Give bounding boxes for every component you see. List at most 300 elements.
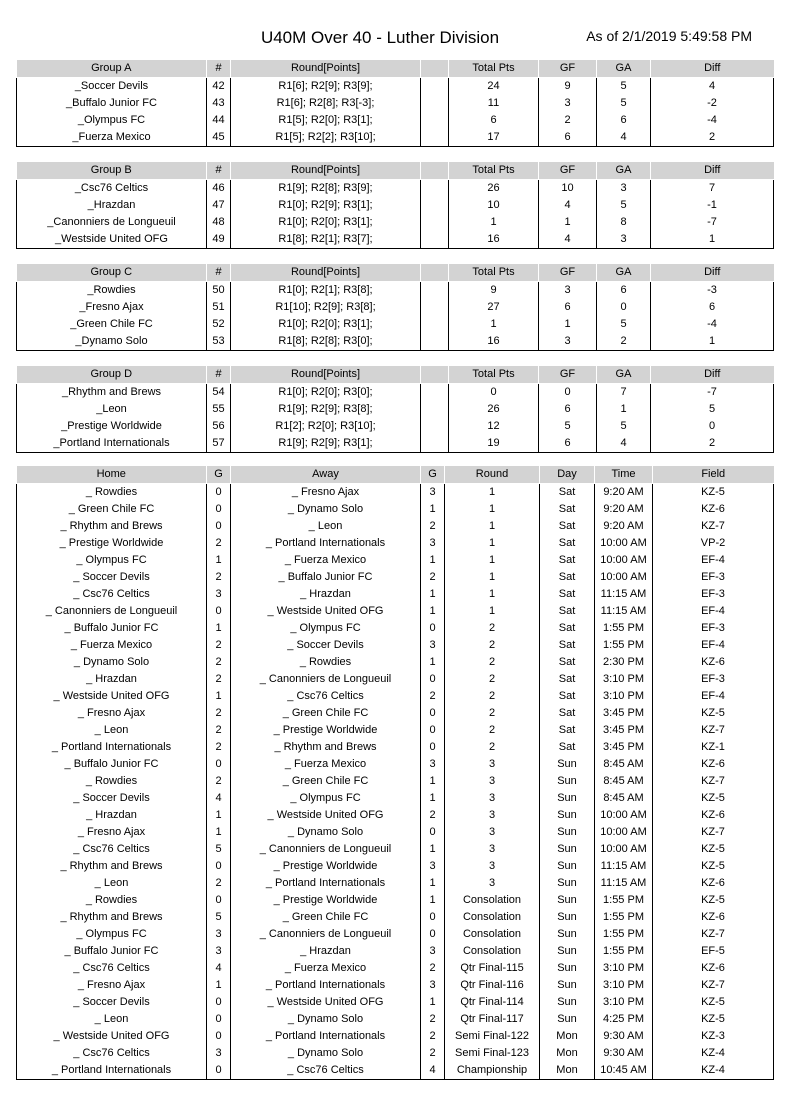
away-team: _ Fuerza Mexico [231, 552, 421, 569]
game-row [17, 841, 774, 858]
field: KZ-5 [653, 484, 774, 502]
goal-difference: -3 [651, 282, 774, 300]
column-header: Round[Points] [231, 264, 421, 282]
round: 1 [445, 518, 540, 535]
team-name: _Canonniers de Longueuil [17, 214, 207, 231]
home-team: _ Buffalo Junior FC [17, 943, 207, 960]
column-header: Away [231, 466, 421, 484]
goal-difference: -2 [651, 95, 774, 112]
game-row [17, 501, 774, 518]
column-header: Round [445, 466, 540, 484]
away-goals: 0 [421, 909, 445, 926]
round-points: R1[0]; R2[0]; R3[1]; [231, 214, 421, 231]
home-team: _ Olympus FC [17, 552, 207, 569]
game-row [17, 1011, 774, 1028]
time: 1:55 PM [595, 892, 653, 909]
spacer-cell [421, 401, 449, 418]
field: KZ-5 [653, 841, 774, 858]
goal-difference: 5 [651, 401, 774, 418]
team-name: _Fresno Ajax [17, 299, 207, 316]
round: Consolation [445, 926, 540, 943]
goals-for: 6 [539, 435, 597, 453]
team-number: 42 [207, 78, 231, 96]
day: Sun [540, 841, 595, 858]
round-points: R1[8]; R2[1]; R3[7]; [231, 231, 421, 249]
time: 1:55 PM [595, 637, 653, 654]
time: 1:55 PM [595, 926, 653, 943]
home-team: _ Westside United OFG [17, 1028, 207, 1045]
home-goals: 4 [207, 960, 231, 977]
goals-for: 0 [539, 384, 597, 402]
team-name: _Fuerza Mexico [17, 129, 207, 147]
day: Sun [540, 824, 595, 841]
away-goals: 1 [421, 892, 445, 909]
total-points: 16 [449, 231, 539, 249]
day: Sat [540, 620, 595, 637]
goal-difference: -4 [651, 316, 774, 333]
away-team: _ Green Chile FC [231, 705, 421, 722]
goals-against: 3 [597, 231, 651, 249]
column-header: GF [539, 60, 597, 78]
round: 1 [445, 569, 540, 586]
home-goals: 0 [207, 501, 231, 518]
standings-row [17, 282, 774, 300]
day: Sat [540, 705, 595, 722]
team-number: 47 [207, 197, 231, 214]
spacer-cell [421, 435, 449, 453]
away-goals: 1 [421, 994, 445, 1011]
time: 10:00 AM [595, 824, 653, 841]
away-team: _ Hrazdan [231, 586, 421, 603]
home-goals: 0 [207, 756, 231, 773]
away-team: _ Prestige Worldwide [231, 722, 421, 739]
team-number: 56 [207, 418, 231, 435]
away-goals: 3 [421, 858, 445, 875]
spacer-cell [421, 231, 449, 249]
goal-difference: 6 [651, 299, 774, 316]
away-goals: 3 [421, 535, 445, 552]
field: EF-4 [653, 552, 774, 569]
team-name: _Soccer Devils [17, 78, 207, 96]
time: 11:15 AM [595, 586, 653, 603]
field: EF-4 [653, 637, 774, 654]
column-header: # [207, 60, 231, 78]
spacer-cell [421, 197, 449, 214]
away-goals: 3 [421, 637, 445, 654]
total-points: 11 [449, 95, 539, 112]
field: KZ-7 [653, 722, 774, 739]
home-goals: 3 [207, 586, 231, 603]
time: 1:55 PM [595, 943, 653, 960]
round: Qtr Final-116 [445, 977, 540, 994]
round: 2 [445, 688, 540, 705]
away-team: _ Portland Internationals [231, 875, 421, 892]
group-table [16, 264, 774, 351]
home-goals: 2 [207, 535, 231, 552]
total-points: 27 [449, 299, 539, 316]
away-goals: 4 [421, 1062, 445, 1080]
day: Sun [540, 875, 595, 892]
day: Sat [540, 501, 595, 518]
group-name-header: Group C [17, 264, 207, 282]
column-header: G [207, 466, 231, 484]
goals-for: 4 [539, 197, 597, 214]
away-goals: 1 [421, 841, 445, 858]
team-name: _Csc76 Celtics [17, 180, 207, 198]
round: 3 [445, 875, 540, 892]
round: 3 [445, 790, 540, 807]
game-row [17, 637, 774, 654]
time: 10:00 AM [595, 807, 653, 824]
spacer-cell [421, 333, 449, 351]
spacer-cell [421, 384, 449, 402]
field: KZ-6 [653, 756, 774, 773]
round: 3 [445, 824, 540, 841]
round: 1 [445, 535, 540, 552]
game-row [17, 807, 774, 824]
goals-for: 9 [539, 78, 597, 96]
away-team: _ Leon [231, 518, 421, 535]
field: KZ-7 [653, 977, 774, 994]
day: Sat [540, 603, 595, 620]
spacer-cell [421, 214, 449, 231]
total-points: 1 [449, 214, 539, 231]
away-goals: 1 [421, 603, 445, 620]
round: 2 [445, 620, 540, 637]
away-team: _ Westside United OFG [231, 994, 421, 1011]
home-team: _ Fuerza Mexico [17, 637, 207, 654]
team-name: _Rowdies [17, 282, 207, 300]
team-name: _Rhythm and Brews [17, 384, 207, 402]
away-team: _ Prestige Worldwide [231, 892, 421, 909]
total-points: 10 [449, 197, 539, 214]
standings-row [17, 299, 774, 316]
day: Sat [540, 569, 595, 586]
field: KZ-5 [653, 1011, 774, 1028]
column-header: Time [595, 466, 653, 484]
column-header: GA [597, 162, 651, 180]
team-number: 49 [207, 231, 231, 249]
goals-for: 3 [539, 282, 597, 300]
away-goals: 2 [421, 1011, 445, 1028]
goal-difference: 1 [651, 333, 774, 351]
column-header: GA [597, 366, 651, 384]
home-team: _ Csc76 Celtics [17, 586, 207, 603]
spacer-cell [421, 282, 449, 300]
home-team: _ Hrazdan [17, 671, 207, 688]
time: 11:15 AM [595, 875, 653, 892]
field: KZ-6 [653, 654, 774, 671]
home-goals: 0 [207, 484, 231, 502]
game-row [17, 875, 774, 892]
goals-for: 6 [539, 299, 597, 316]
day: Mon [540, 1062, 595, 1080]
home-goals: 0 [207, 858, 231, 875]
standings-row [17, 316, 774, 333]
game-row [17, 994, 774, 1011]
round-points: R1[0]; R2[9]; R3[1]; [231, 197, 421, 214]
away-goals: 3 [421, 756, 445, 773]
column-header: Total Pts [449, 60, 539, 78]
day: Sat [540, 654, 595, 671]
home-team: _ Soccer Devils [17, 790, 207, 807]
group-name-header: Group B [17, 162, 207, 180]
page-title: U40M Over 40 - Luther Division [260, 28, 500, 47]
day: Sun [540, 926, 595, 943]
standings-row [17, 401, 774, 418]
standings-row [17, 418, 774, 435]
home-team: _ Westside United OFG [17, 688, 207, 705]
home-team: _ Rowdies [17, 773, 207, 790]
group-table [16, 366, 774, 453]
away-team: _ Portland Internationals [231, 977, 421, 994]
field: KZ-6 [653, 501, 774, 518]
away-goals: 0 [421, 671, 445, 688]
away-goals: 0 [421, 739, 445, 756]
game-row [17, 518, 774, 535]
team-name: _Green Chile FC [17, 316, 207, 333]
home-goals: 0 [207, 1062, 231, 1080]
spacer-cell [421, 299, 449, 316]
round: 2 [445, 705, 540, 722]
team-number: 54 [207, 384, 231, 402]
game-row [17, 671, 774, 688]
group-name-header: Group D [17, 366, 207, 384]
away-team: _ Green Chile FC [231, 773, 421, 790]
home-goals: 1 [207, 620, 231, 637]
team-number: 45 [207, 129, 231, 147]
home-goals: 2 [207, 671, 231, 688]
round: Consolation [445, 909, 540, 926]
team-number: 53 [207, 333, 231, 351]
time: 8:45 AM [595, 773, 653, 790]
home-team: _ Rowdies [17, 484, 207, 502]
day: Sun [540, 790, 595, 807]
field: EF-5 [653, 943, 774, 960]
day: Sat [540, 484, 595, 502]
standings-row [17, 78, 774, 96]
time: 10:00 AM [595, 535, 653, 552]
time: 10:00 AM [595, 569, 653, 586]
standings-row [17, 435, 774, 453]
time: 1:55 PM [595, 909, 653, 926]
away-goals: 2 [421, 1028, 445, 1045]
day: Sun [540, 773, 595, 790]
goal-difference: 7 [651, 180, 774, 198]
home-team: _ Fresno Ajax [17, 977, 207, 994]
team-name: _Prestige Worldwide [17, 418, 207, 435]
round: Consolation [445, 943, 540, 960]
field: KZ-5 [653, 705, 774, 722]
game-row [17, 603, 774, 620]
goals-against: 8 [597, 214, 651, 231]
goals-against: 5 [597, 316, 651, 333]
spacer-cell [421, 316, 449, 333]
away-team: _ Hrazdan [231, 943, 421, 960]
home-goals: 2 [207, 654, 231, 671]
away-goals: 3 [421, 943, 445, 960]
round-points: R1[0]; R2[1]; R3[8]; [231, 282, 421, 300]
away-team: _ Westside United OFG [231, 807, 421, 824]
home-team: _ Soccer Devils [17, 569, 207, 586]
round-points: R1[8]; R2[8]; R3[0]; [231, 333, 421, 351]
group-table [16, 162, 774, 249]
away-team: _ Canonniers de Longueuil [231, 671, 421, 688]
field: KZ-6 [653, 909, 774, 926]
home-team: _ Hrazdan [17, 807, 207, 824]
game-row [17, 722, 774, 739]
field: KZ-5 [653, 790, 774, 807]
round: Championship [445, 1062, 540, 1080]
home-team: _ Fresno Ajax [17, 824, 207, 841]
round: 1 [445, 501, 540, 518]
goals-against: 6 [597, 112, 651, 129]
home-goals: 2 [207, 569, 231, 586]
game-row [17, 977, 774, 994]
home-goals: 5 [207, 841, 231, 858]
total-points: 26 [449, 401, 539, 418]
home-goals: 0 [207, 892, 231, 909]
time: 9:30 AM [595, 1045, 653, 1062]
away-goals: 1 [421, 790, 445, 807]
column-header [421, 264, 449, 282]
column-header [421, 366, 449, 384]
goals-for: 6 [539, 401, 597, 418]
goal-difference: -7 [651, 214, 774, 231]
day: Sat [540, 671, 595, 688]
field: KZ-7 [653, 773, 774, 790]
field: KZ-4 [653, 1045, 774, 1062]
goals-against: 4 [597, 435, 651, 453]
away-team: _ Dynamo Solo [231, 824, 421, 841]
team-name: _Leon [17, 401, 207, 418]
column-header: GA [597, 264, 651, 282]
round-points: R1[9]; R2[9]; R3[8]; [231, 401, 421, 418]
field: VP-2 [653, 535, 774, 552]
goals-for: 4 [539, 231, 597, 249]
time: 3:10 PM [595, 671, 653, 688]
day: Sun [540, 807, 595, 824]
group-table [16, 60, 774, 147]
away-team: _ Soccer Devils [231, 637, 421, 654]
standings-row [17, 197, 774, 214]
away-team: _ Rhythm and Brews [231, 739, 421, 756]
round-points: R1[6]; R2[9]; R3[9]; [231, 78, 421, 96]
team-name: _Westside United OFG [17, 231, 207, 249]
home-goals: 2 [207, 722, 231, 739]
game-row [17, 705, 774, 722]
round: 3 [445, 807, 540, 824]
day: Sat [540, 739, 595, 756]
day: Sun [540, 994, 595, 1011]
round-points: R1[5]; R2[0]; R3[1]; [231, 112, 421, 129]
time: 10:00 AM [595, 552, 653, 569]
round: 2 [445, 637, 540, 654]
standings-row [17, 112, 774, 129]
column-header: Day [540, 466, 595, 484]
round-points: R1[9]; R2[9]; R3[1]; [231, 435, 421, 453]
column-header: Diff [651, 60, 774, 78]
round: 1 [445, 603, 540, 620]
day: Sun [540, 909, 595, 926]
home-team: _ Leon [17, 1011, 207, 1028]
game-row [17, 858, 774, 875]
home-goals: 3 [207, 1045, 231, 1062]
spacer-cell [421, 418, 449, 435]
round: Semi Final-122 [445, 1028, 540, 1045]
home-goals: 4 [207, 790, 231, 807]
home-team: _ Leon [17, 722, 207, 739]
away-team: _ Olympus FC [231, 620, 421, 637]
away-goals: 1 [421, 552, 445, 569]
goal-difference: -1 [651, 197, 774, 214]
away-team: _ Portland Internationals [231, 535, 421, 552]
field: EF-3 [653, 569, 774, 586]
spacer-cell [421, 95, 449, 112]
home-team: _ Olympus FC [17, 926, 207, 943]
group-name-header: Group A [17, 60, 207, 78]
game-row [17, 654, 774, 671]
home-goals: 3 [207, 943, 231, 960]
game-row [17, 926, 774, 943]
away-goals: 2 [421, 518, 445, 535]
column-header [421, 162, 449, 180]
away-goals: 1 [421, 586, 445, 603]
game-row [17, 773, 774, 790]
home-team: _ Rhythm and Brews [17, 909, 207, 926]
home-goals: 1 [207, 824, 231, 841]
day: Sun [540, 1011, 595, 1028]
home-goals: 2 [207, 773, 231, 790]
day: Sat [540, 535, 595, 552]
round: 1 [445, 484, 540, 502]
column-header: Round[Points] [231, 162, 421, 180]
time: 9:20 AM [595, 484, 653, 502]
team-number: 43 [207, 95, 231, 112]
column-header: Field [653, 466, 774, 484]
team-name: _Olympus FC [17, 112, 207, 129]
standings-row [17, 180, 774, 198]
team-number: 50 [207, 282, 231, 300]
time: 4:25 PM [595, 1011, 653, 1028]
column-header: GF [539, 162, 597, 180]
away-goals: 0 [421, 722, 445, 739]
time: 8:45 AM [595, 756, 653, 773]
standings-row [17, 95, 774, 112]
away-team: _ Csc76 Celtics [231, 688, 421, 705]
away-goals: 3 [421, 977, 445, 994]
away-goals: 1 [421, 875, 445, 892]
total-points: 0 [449, 384, 539, 402]
column-header: # [207, 264, 231, 282]
column-header: # [207, 162, 231, 180]
away-team: _ Csc76 Celtics [231, 1062, 421, 1080]
day: Sat [540, 586, 595, 603]
as-of-timestamp: As of 2/1/2019 5:49:58 PM [586, 28, 752, 44]
total-points: 12 [449, 418, 539, 435]
game-row [17, 620, 774, 637]
column-header: G [421, 466, 445, 484]
away-team: _ Prestige Worldwide [231, 858, 421, 875]
home-team: _ Green Chile FC [17, 501, 207, 518]
column-header: Total Pts [449, 264, 539, 282]
team-name: _Portland Internationals [17, 435, 207, 453]
round-points: R1[0]; R2[0]; R3[0]; [231, 384, 421, 402]
home-team: _ Dynamo Solo [17, 654, 207, 671]
team-number: 55 [207, 401, 231, 418]
away-goals: 0 [421, 705, 445, 722]
round: 3 [445, 841, 540, 858]
